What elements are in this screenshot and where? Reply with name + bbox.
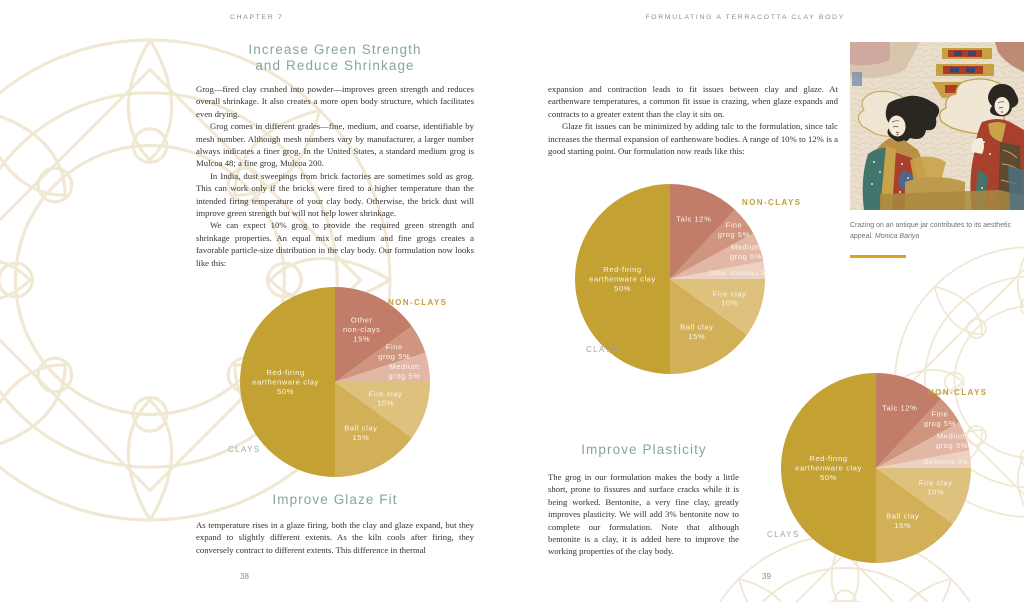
plasticity-body [548,471,739,558]
paragraph: In India, dust sweepings from brick factories are sometimes sold as grog. This can work only if the bricks were fired to a higher temperature than the intended firing temperature of your clay body. Otherwise, the brick dust will improve green strength but will not help lower shrinkage. [196,170,474,219]
section-title-improve-plasticity: Improve Plasticity [581,442,707,457]
pie-slice-label: Talc 12% [882,403,918,413]
section-title-green-strength [196,42,474,74]
pie-slice-label: Other non-clays 15% [343,315,381,344]
pie-slice-label: Fire clay 10% [918,478,953,497]
pie-slice-label: Red-firing earthenware clay 50% [795,454,862,482]
title-line-1: Increase Green Strength [248,42,422,57]
pie-chart-bentonite-formulation [765,372,1024,572]
paragraph: We can expect 10% grog to provide the required green strength and shrinkage properties. An equal mix of medium and fine grogs creates a favorable particle-size distribution in the clay body. Our formulation now looks like this: [196,220,474,268]
pie-slice-label: Ball clay 15% [680,322,714,341]
pie-chart [570,184,830,384]
pie-chart-talc-formulation [570,184,830,384]
pie-slice-label: Fire clay 10% [712,289,747,308]
paragraph: As temperature rises in a glaze firing, both the clay and glaze expand, but they expand to slightly different extents. As the kiln cools after firing, they conversely contract to different extents. This difference in thermal [196,520,474,555]
left-column-body [196,83,474,269]
pie-slice-label: Red-firing earthenware clay 50% [252,368,319,396]
photo-credit: Monica Bariya [874,232,920,240]
section-title-improve-glaze-fit: Improve Glaze Fit [272,492,398,507]
pie-chart-grog-formulation [205,286,465,486]
paragraph: The grog in our formulation makes the body a little short, prone to fissures and surface cracks while it is being worked. Bentonite, a very fine clay, greatly improves plasticity. We will add 3% bentonite now to complete our formulation. Note that although bentonite is a clay, it is added here to improve the working properties of the clay body. [548,472,739,557]
page-number-left: 38 [240,572,249,581]
pie-slice-label: Fine grog 5% [923,409,956,428]
paragraph: Glaze fit issues can be minimized by adding talc to the formulation, since talc increases the thermal expansion of earthenware bodies. A range of 10% to 12% is a good starting point. Our formulation now reads like this: [548,121,838,157]
clays-group-label: CLAYS [767,530,800,539]
pie-slice-label: Other nonclays 3% [708,269,772,277]
nonclays-group-label: NON-CLAYS [742,198,802,207]
paragraph: Grog comes in different grades—fine, medium, and coarse, identifiable by mesh number. Although mesh numbers vary by manufacturer, a larger number always indicates a finer grog. In the United States, a standard medium grog is Mulcoa 48; a fine grog, Mulcoa 200. [196,121,474,169]
running-header-book-title: FORMULATING A TERRACOTTA CLAY BODY [645,14,845,21]
nonclays-group-label: NON-CLAYS [928,388,988,397]
right-column-body [548,83,838,157]
running-header-chapter: CHAPTER 7 [230,14,284,21]
paragraph: expansion and contraction leads to fit issues between clay and glaze. At earthenware temperatures, a common fit issue is crazing, when glaze expands and contracts to a greater extent than the clay it sits on. [548,84,838,119]
pie-slice-label: Fine grog 5% [717,220,750,239]
pie-slice-label: Bentonite 3% [923,458,969,466]
pie-chart [205,286,465,486]
nonclays-group-label: NON-CLAYS [388,298,448,307]
caption-accent-rule [850,255,906,258]
photo-antique-jar [850,42,1024,210]
glaze-fit-body [196,519,474,556]
caption-text: Crazing on an antique jar contributes to its aesthetic appeal. [850,222,1012,240]
pie-slice-label: Fire clay 10% [368,389,403,408]
photo-caption [850,221,1012,242]
pie-slice-label: Medium grog 5% [729,242,763,261]
photo-illustration [850,42,1024,210]
title-line-2: and Reduce Shrinkage [255,58,415,73]
page-number-right: 39 [762,572,771,581]
pie-slice-label: Medium grog 5% [388,361,421,381]
pie-slice-label: Talc 12% [676,214,712,224]
pie-slice-label: Fine grog 5% [378,342,411,362]
paragraph: Grog—fired clay crushed into powder—improves green strength and reduces overall shrinkage. It also creates a more open body structure, which facilitates even drying. [196,84,474,119]
pie-slice-label: Ball clay 15% [886,511,920,530]
clays-group-label: CLAYS [228,445,261,454]
pie-slice-label: Medium grog 5% [935,431,969,450]
pie-slice-label: Ball clay 15% [344,423,378,443]
clays-group-label: CLAYS [586,345,619,354]
pie-chart [765,372,1024,572]
pie-slice-label: Red-firing earthenware clay 50% [589,265,656,293]
